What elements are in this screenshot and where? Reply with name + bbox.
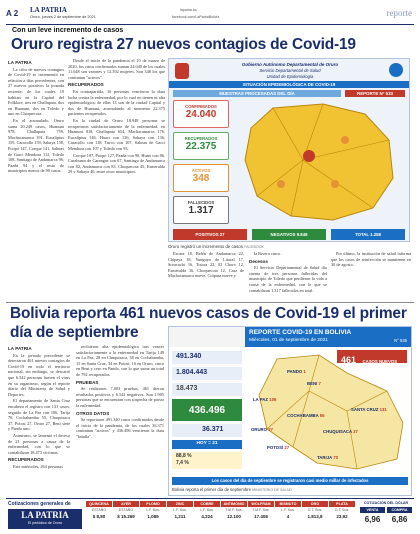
story1-paragraph: Por último, la institución de salud informa que los casos de reinfección se mantienen en 30 de agosto. bbox=[331, 251, 411, 268]
story1-paragraph: la Rivera cinco. bbox=[254, 251, 282, 256]
dollar-sell-label: VENTA bbox=[360, 507, 385, 513]
section-label: reporte bbox=[386, 8, 412, 18]
report-date: Miércoles, 01 de septiembre de 2021 bbox=[249, 338, 328, 343]
story1-subhead: Decesos bbox=[249, 258, 268, 264]
rate-value: 12.100 bbox=[227, 514, 241, 519]
stat-value: 1.317 bbox=[188, 205, 214, 216]
story1-paragraph: Corque 107, Poopó 127, Pazña con 90, Huari con 86, Curahuara de Carangas con 67, Santiago de Andamarca con 82, Andamarca con 83, Choquecota 45, Esmeralda 29 y Sabaya 46, entre otros municipios. bbox=[68, 152, 165, 175]
stat-box bbox=[173, 164, 229, 192]
infographic-report-number: REPORTE N° 533 bbox=[345, 90, 405, 97]
active-box bbox=[172, 424, 242, 437]
city-marker bbox=[277, 180, 285, 188]
rate-sub: O.T. Sus. bbox=[307, 508, 323, 512]
rate-sub: T.M.F. Sus. bbox=[225, 508, 243, 512]
story1-figure-caption bbox=[168, 244, 410, 249]
infographic-sedes: Servicio Departamental de Salud bbox=[259, 68, 321, 73]
story2-subhead: OTROS DATOS bbox=[76, 410, 110, 416]
story1-paragraph: Escara 18, Belén de Andamarca 22, Chipaya 18, Yunguyo de Litoral 17, Soracachi 16, Totora 22, El Choro 12, Esmeralda 16, Choquecota 12, Cruz de Machacamarca nueve, Coipasa nueve y bbox=[168, 251, 244, 279]
ministry-logo bbox=[169, 327, 245, 347]
rate-name: AYER bbox=[113, 501, 139, 507]
summary-label: NEGATIVOS bbox=[270, 232, 296, 237]
infographic-banner: SITUACIÓN EPIDEMIOLÓGICA DE COVID-19 bbox=[169, 81, 409, 88]
rate-name: PLATA bbox=[329, 501, 355, 507]
bolivia-infographic bbox=[168, 326, 412, 496]
dollar-sell bbox=[360, 507, 385, 529]
infographic-gov: Gobierno Autónomo Departamental de Oruro bbox=[241, 62, 339, 67]
rate-sub: L.F. Sus. bbox=[200, 508, 214, 512]
department-label: LA PAZ 106 bbox=[253, 397, 277, 402]
rate-name: WOLFRAM bbox=[248, 501, 274, 507]
dollar-title: COTIZACIÓN DEL DÓLAR bbox=[363, 501, 409, 505]
infographic2-caption bbox=[172, 487, 408, 492]
oruro-map bbox=[233, 100, 405, 226]
story2-paragraph: Se reportaron 491.340 casos confirmados desde el inicio de la pandemia, de los cuales 36.371 continúan "activos" y 436.496 vencieron la dura "batalla". bbox=[76, 417, 164, 439]
rate-value: 1.813,8 bbox=[307, 514, 323, 519]
rate-value: $ 8,80 bbox=[92, 514, 106, 519]
header-date: Oruro, jueves 2 de septiembre de 2021 bbox=[30, 15, 96, 19]
summary-value: 1.258 bbox=[370, 232, 381, 237]
story1-paragraph: En la ciudad de Oruro 18.948 personas se recuperaron satisfactoriamente de la enfermedad, en Huanuni 818, Challapata 654, Machacamarca 176, Eucaliptus 146, Huari con 126, Sabaya con 136, Caracollo con 118, Turco con 107, Salinas de Garci Mendoza con 107 y Toledo con 93. bbox=[68, 117, 165, 151]
page-header bbox=[6, 6, 414, 24]
rate-cell bbox=[194, 501, 220, 529]
dollar-buy bbox=[387, 507, 412, 529]
discarded-value: 1.804.443 bbox=[176, 369, 208, 376]
report-title: REPORTE COVID-19 EN BOLIVIA bbox=[249, 329, 352, 336]
header-rule bbox=[6, 24, 414, 25]
story1-kicker: Con un leve incremento de casos bbox=[12, 27, 124, 34]
story1-byline: LA PATRIA bbox=[8, 60, 32, 65]
stat-label: ACTIVOS bbox=[191, 168, 211, 173]
deaths-value: 18.473 bbox=[176, 385, 198, 392]
active-rate: 7,4 % bbox=[176, 460, 189, 466]
story2-paragraph: Este miércoles, 264 personas bbox=[13, 463, 63, 469]
summary-label: POSITIVOS bbox=[195, 232, 219, 237]
summary-item bbox=[331, 229, 405, 240]
rate-name: ZINC bbox=[167, 501, 193, 507]
rate-value: $ 15.269 bbox=[117, 514, 135, 519]
story1-subhead: RECUPERADOS bbox=[68, 82, 104, 88]
stat-box bbox=[173, 196, 229, 224]
story2-column-1 bbox=[8, 344, 70, 492]
department-label: CHUQUISACA 37 bbox=[323, 429, 358, 434]
rate-value: 4,224 bbox=[201, 514, 213, 519]
report-header bbox=[245, 327, 411, 347]
stat-value: 22.375 bbox=[185, 141, 217, 152]
gov-crest-icon bbox=[175, 63, 189, 79]
rate-value: 23,92 bbox=[336, 514, 348, 519]
story1-headline: Oruro registra 27 nuevos contagios de Covid-19 bbox=[11, 36, 356, 53]
stat-box bbox=[173, 132, 229, 160]
city-marker bbox=[331, 180, 339, 188]
story2-paragraph: Se realizaron 7.003 pruebas, 461 dieron resultados positivos y 6.542 negativos. Son 1.905 personas que se encuentran con sospecha de portar la enfermedad. bbox=[76, 386, 164, 408]
rate-cell bbox=[221, 501, 247, 529]
deaths-today-box bbox=[172, 440, 242, 449]
dollar-buy-value: 6,86 bbox=[391, 515, 408, 524]
rate-value: 1,089 bbox=[147, 514, 159, 519]
story2-paragraph: recibieron alta epidemiológica tras vencer satisfactoriamente a la enfermedad en Tarija 149 en La Paz, 28 en Chuquisaca, 38 en Cochabamba, 15 en Santa Cruz, 34 en Potosí, 16 en Oruro, cinco en Beni y cero en Pando, con lo que suma un total de 792 recuperados. bbox=[76, 344, 164, 377]
story1-paragraph: Desde el inicio de la pandemia el 10 de marzo de 2020, los casos confirmados suman 24.040 de los cuales 11.648 son varones y 12.392 mujeres. Son 348 los que continúan "activos". bbox=[68, 58, 165, 80]
story1-column-1 bbox=[8, 58, 64, 298]
story2-paragraph: El departamento de Santa Cruz encabeza el registro con 131 casos, seguido de La Paz con 106, Tarija 70, Cochabamba 55, Chuquisaca 37, Potosí 27, Oruro 27, Beni siete y Pando uno. bbox=[8, 398, 70, 432]
story1-paragraph: En contrapartida, 16 personas vencieron la dura lucha contra la enfermedad, por lo cual no tienen ni alta epidemiológica; de ellas 13 son de la ciudad Capital y dos de Huanuni, acumulando al momento 22.375 pacientes recuperados. bbox=[68, 88, 165, 117]
story1-paragraph: La cifra de nuevos contagios de Covid-19 se incrementó en relación a días precedentes, con 27 nuevos positivos la jornada reciente, de los cuales 19 habitan en la Capital del Folklore, tres en Challapata, dos en Huanuni, dos en Toledo y uno en Choquecota. bbox=[8, 66, 64, 117]
department-label: BENI 7 bbox=[307, 381, 321, 386]
rate-sub: L.F. Sus. bbox=[173, 508, 187, 512]
totals-panel bbox=[172, 351, 242, 471]
stat-label: FALLECIDOS bbox=[187, 200, 215, 205]
dollar-buy-label: COMPRA bbox=[387, 507, 412, 513]
rate-name: ANTIMONIO bbox=[221, 501, 247, 507]
summary-value: 27 bbox=[219, 232, 225, 237]
department-label: POTOSÍ 27 bbox=[267, 445, 290, 450]
dollar-box bbox=[360, 501, 412, 529]
rates-title: Cotizaciones generales de bbox=[8, 501, 71, 507]
rates-logo bbox=[8, 509, 82, 529]
summary-bar bbox=[173, 229, 405, 240]
confirmed-box bbox=[172, 351, 242, 364]
story2-paragraph: En la jornada precedente se detectaron 461 nuevos contagios de Covid-19 en todo el territorio nacional, sin embargo, se descartó que 6.542 personas fuesen el virus en su organismo, según el reporte diario del Ministerio de Salud y Deportes. bbox=[8, 352, 70, 397]
stats-panel bbox=[173, 100, 229, 226]
rate-name: QUINCENA bbox=[86, 501, 112, 507]
rate-value: 4 bbox=[286, 514, 290, 519]
rates-logo-slogan: El periódico de Oruro bbox=[28, 521, 62, 525]
story1-column-5 bbox=[331, 251, 411, 299]
department-label: TARIJA 70 bbox=[317, 455, 339, 460]
stat-label: CONFIRMADOS bbox=[185, 104, 217, 109]
story1-column-4 bbox=[249, 251, 327, 299]
rate-name: ORO bbox=[302, 501, 328, 507]
rate-name: PLOMO bbox=[140, 501, 166, 507]
story2-column-2 bbox=[76, 344, 164, 492]
story1-paragraph: En el acumulado, Oruro suma 20.249 casos, Huanuni 978, Challapata 759, Machacamarca 191, Eucaliptus 159, Caracollo 159, Sabaya 158, Poopó 147, Corque 141, Salinas de Garci Mendoza 112, Toledo 108, Santiago de Andamarca 96, Pazña 94 y el resto de municipios menos de 90 casos. bbox=[8, 117, 64, 174]
caption-source: MINISTERIO DE SALUD bbox=[252, 488, 293, 492]
story2-subhead: PRUEBAS bbox=[76, 379, 99, 385]
stat-value: 24.040 bbox=[185, 109, 217, 120]
deaths-box bbox=[172, 383, 242, 396]
active-value: 36.371 bbox=[202, 426, 224, 433]
health-cross-icon bbox=[389, 63, 403, 77]
rate-value: 1,211 bbox=[174, 514, 186, 519]
dollar-sell-value: 6,96 bbox=[364, 515, 381, 524]
rate-cell bbox=[167, 501, 193, 529]
summary-item bbox=[252, 229, 326, 240]
story1-column-3 bbox=[168, 251, 244, 299]
header-paper-name: LA PATRIA bbox=[30, 6, 67, 14]
story2-subhead: RECUPERADOS bbox=[8, 457, 44, 463]
infographic-unit: Unidad de Epidemiología bbox=[266, 74, 314, 79]
department-labels bbox=[247, 367, 409, 467]
city-marker bbox=[303, 150, 315, 162]
story2-byline: LA PATRIA bbox=[8, 346, 32, 351]
new-cases-label: CASOS NUEVOS bbox=[362, 359, 398, 364]
recovered-box bbox=[172, 399, 242, 421]
rate-cell bbox=[86, 501, 112, 529]
rates-table bbox=[86, 501, 356, 529]
rate-sub: T.M.F. Sus. bbox=[252, 508, 270, 512]
rate-box bbox=[172, 452, 242, 469]
page-number: A 2 bbox=[6, 9, 19, 18]
rate-sub: ESTAÑO bbox=[91, 508, 107, 512]
city-marker bbox=[341, 136, 349, 144]
rates-logo-paper: LA PATRIA bbox=[21, 510, 69, 520]
stat-box bbox=[173, 100, 229, 128]
rate-name: COBRE bbox=[194, 501, 220, 507]
header-social: facebook.com/LaPatriaBolivia bbox=[172, 15, 220, 19]
rate-cell bbox=[329, 501, 355, 529]
rate-cell bbox=[275, 501, 301, 529]
department-label: ORURO 27 bbox=[251, 427, 273, 432]
rate-value: 17.408 bbox=[254, 514, 268, 519]
caption-text: Bolivia reporta el primer día de septiembre bbox=[172, 487, 251, 492]
department-label: PANDO 1 bbox=[287, 369, 306, 374]
stat-label: RECUPERADOS bbox=[184, 136, 218, 141]
rate-sub: L.F. Sus. bbox=[146, 508, 160, 512]
infographic-footer: Los casos del día de septiembre se registraron casi medio millar de infectados bbox=[172, 477, 408, 485]
caption-text: Oruro registró un incremento de casos bbox=[168, 244, 243, 249]
rate-cell bbox=[302, 501, 328, 529]
stat-value: 348 bbox=[192, 173, 210, 184]
confirmed-value: 491.340 bbox=[176, 353, 202, 360]
story2-paragraph: Asimismo, se lamentó el deceso de 21 personas a causa de la enfermedad, con lo que se contabilizan 18.473 víctimas. bbox=[8, 432, 70, 455]
rate-cell bbox=[248, 501, 274, 529]
rate-cell bbox=[140, 501, 166, 529]
story2-headline: Bolivia reporta 461 nuevos casos de Covid-19 el primer día de septiembre bbox=[10, 305, 407, 341]
header-web: lapatria.bo bbox=[180, 8, 197, 12]
infographic-title: MUESTRAS PROCESADAS DEL DÍA bbox=[173, 90, 341, 97]
summary-value: 9.848 bbox=[296, 232, 308, 237]
summary-label: TOTAL bbox=[355, 232, 369, 237]
rate-cell bbox=[113, 501, 139, 529]
new-cases-value: 461 bbox=[341, 355, 357, 365]
rate-sub: O.T. Sus. bbox=[334, 508, 350, 512]
summary-item bbox=[173, 229, 247, 240]
story1-column-2 bbox=[68, 58, 165, 298]
report-number: N° 535 bbox=[394, 338, 407, 343]
discarded-box bbox=[172, 367, 242, 380]
story-separator bbox=[6, 302, 414, 303]
rate-sub: ESTAÑO bbox=[118, 508, 134, 512]
department-label: COCHABAMBA 55 bbox=[287, 413, 325, 418]
rate-sub: L.F. Sus. bbox=[281, 508, 295, 512]
rates-bar bbox=[6, 498, 414, 530]
recovery-rate: 88,8 % bbox=[176, 453, 192, 459]
caption-source: FACEBOOK bbox=[244, 245, 264, 249]
story1-paragraph: El Servicio Departamental de Salud dio cuenta de tres personas fallecidas del municipio de Toledo que perdieron la vida a causa de la enfermedad, con lo que se contabilizan 1.317 fallecidos en total. bbox=[249, 265, 327, 293]
oruro-infographic bbox=[168, 58, 410, 242]
department-label: SANTA CRUZ 131 bbox=[351, 407, 387, 412]
oruro-map-shape bbox=[245, 104, 393, 220]
rate-name: BISMUTO bbox=[275, 501, 301, 507]
recovered-value: 436.496 bbox=[188, 405, 226, 416]
deaths-today-value: HOY = 21 bbox=[196, 441, 218, 446]
